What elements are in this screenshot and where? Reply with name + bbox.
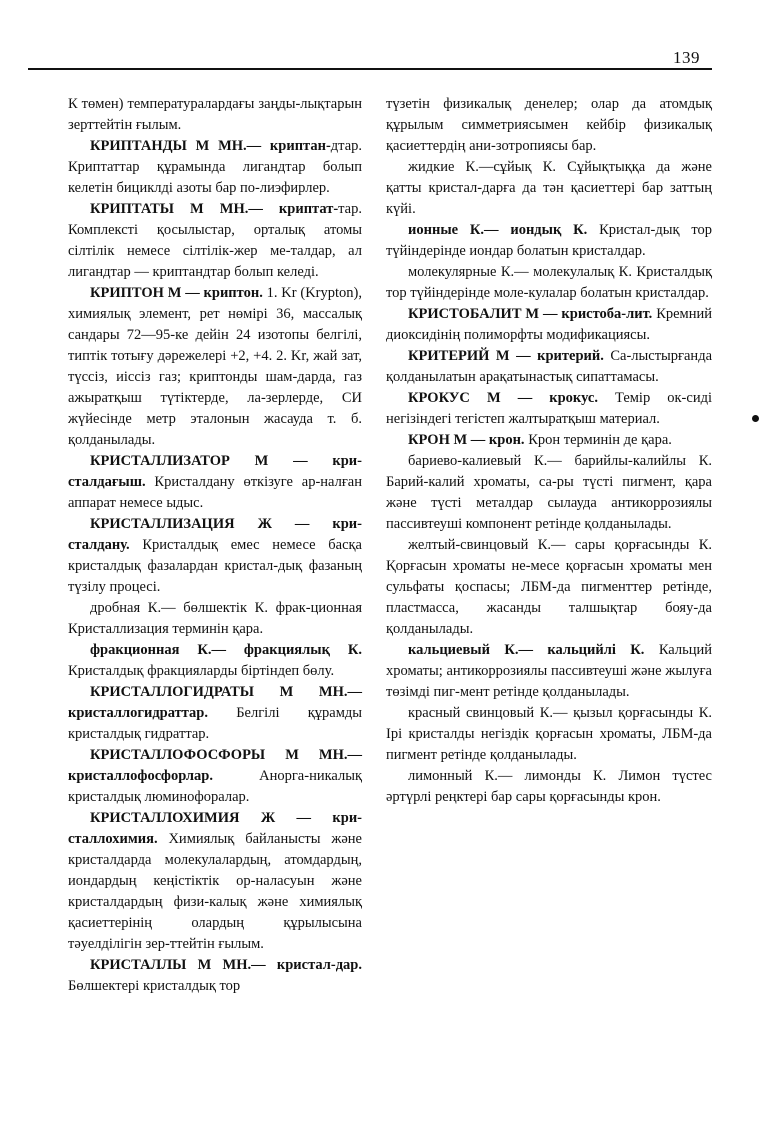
entry-text: красный свинцовый К.— қызыл қорғасынды К. Ірі кристалды негіздік қорғасын хроматы, ЛБМ-да пигмент ретінде қолданылады.: [386, 705, 712, 763]
margin-dot-mark: [752, 415, 759, 422]
entry-text: жидкие К.—сұйық К. Сұйықтыққа да және қатты кристал-дарға да тән қасиеттері бар заттың күйі.: [386, 159, 712, 217]
entry-text: молекулярные К.— молекулалық К. Кристалдық тор түйіндерінде моле-кулалар болатын кристалдар.: [386, 264, 712, 301]
entry-headword: КРОН М — крон.: [408, 432, 525, 448]
dictionary-entry: [386, 157, 712, 220]
entry-text: Темір ок-сиді негізіндегі тегістеп жалтыратқыш материал.: [386, 390, 712, 427]
dictionary-entry: [68, 682, 362, 745]
dictionary-entry: [68, 136, 362, 199]
dictionary-entry: [68, 514, 362, 598]
entry-text: Бөлшектері кристалдық тор: [68, 978, 241, 994]
entry-headword: фракционная К.— фракциялық К.: [90, 642, 362, 658]
entry-headword: КРИПТАТЫ М МН.— криптат-: [90, 201, 339, 217]
entry-text: дтар. Криптаттар құрамында лигандтар болып келетін бициклді азоты бар по-лиэфирлер.: [68, 138, 362, 196]
entry-text: тар. Комплексті қосылыстар, орталық атомы сілтілік немесе сілтілік-жер ме-талдар, ал лигандтар — криптандтар болып келеді.: [68, 201, 362, 280]
entry-text: Анорга-никалық кристалдық люминофоралар.: [68, 768, 362, 805]
entry-text: желтый-свинцовый К.— сары қорғасынды К. Қорғасын хроматы не-месе қорғасын хроматы мен сульфаты қоспасы; ЛБМ-да пигменттер ретінде, пластмасса, жасанды талшықтар бояу-да қолданылады.: [386, 537, 712, 637]
entry-headword: КРИПТОН М — криптон.: [90, 285, 263, 301]
dictionary-entry: [68, 199, 362, 283]
entry-text: дробная К.— бөлшектік К. фрак-ционная Кристаллизация терминін қара.: [68, 600, 362, 637]
dictionary-entry: [386, 388, 712, 430]
entry-headword: кальциевый К.— кальцийлі К.: [408, 642, 645, 658]
entry-text: Кристал-дық тор түйіндерінде иондар болатын кристалдар.: [386, 222, 712, 259]
header-rule: [28, 68, 712, 70]
entry-text: түзетін физикалық денелер; олар да атомдық құрылым симметриясымен кейбір физикалық қасиеттердің ани-зотропиясы бар.: [386, 96, 712, 154]
entry-headword: КРИСТАЛЛЫ М МН.— кристал-дар.: [90, 957, 362, 973]
dictionary-entry: [386, 430, 712, 451]
entry-text: Кристалдық фракцияларды біртіндеп бөлу.: [68, 663, 335, 679]
dictionary-entry: [386, 535, 712, 640]
dictionary-entry: [68, 283, 362, 451]
dictionary-entry: [68, 808, 362, 955]
entry-text: Кристалдану өткізуге ар-налған аппарат немесе ыдыс.: [68, 474, 362, 511]
dictionary-entry: [68, 640, 362, 682]
dictionary-entry: [386, 703, 712, 766]
entry-headword: КРИСТАЛЛОГИДРАТЫ М МН.— кристаллогидраттар.: [68, 684, 362, 721]
entry-text: бариево-калиевый К.— барийлы-калийлы К. Барий-калий хроматы, са-ры түсті пигмент, қара және түсті металдар сылауда антикоррозиялы пассивтеуші компонент ретінде қолданылады.: [386, 453, 712, 532]
entry-text: К төмен) температуралардағы заңды-лықтарын зерттейтін ғылым.: [68, 96, 362, 133]
entry-headword: КРИСТОБАЛИТ М — кристоба-лит.: [408, 306, 653, 322]
entry-text: 1. Kr (Krypton), химиялық элемент, рет нөмірі 36, массалық сандары 72—95-ке дейін 24 изотопы белгілі, типтік тотығу дәрежелері +2, +4. 2. Kr, жай зат, түссіз, иіссіз газ; криптонды шам-дарда, газ ажыратқыш түтіктерде, ла-зерлерде, СИ жүйесінде метр эталонын жасауда т. б. қолданылады.: [68, 285, 362, 448]
right-column: [386, 94, 712, 808]
page-number: 139: [673, 48, 700, 67]
dictionary-entry: [386, 94, 712, 157]
entry-headword: КРИПТАНДЫ М МН.— криптан-: [90, 138, 331, 154]
entry-text: Са-лыстырғанда қолданылатын арақатынастық сипаттамасы.: [386, 348, 713, 385]
left-column: [68, 94, 362, 997]
entry-text: Крон терминін де қара.: [524, 432, 672, 448]
entry-headword: КРИТЕРИЙ М — критерий.: [408, 348, 604, 364]
entry-headword: ионные К.— иондық К.: [408, 222, 588, 238]
entry-text: Кальций хроматы; антикоррозиялы пассивтеуші және жылуға төзімді пиг-мент ретінде қолданылады.: [386, 642, 712, 700]
entry-headword: КРИСТАЛЛОХИМИЯ Ж — кри-сталлохимия.: [68, 810, 362, 847]
entry-text: Химиялық байланысты және кристалдарда молекулалардың, атомдардың, иондардың кеңістіктік ор-наласуын және кристалдардың физи-калық және химиялық қасиеттерінің олардың құрылысына тәуелділігін зер-ттейтін ғылым.: [68, 831, 362, 952]
dictionary-entry: [386, 304, 712, 346]
dictionary-entry: [386, 262, 712, 304]
entry-headword: КРИСТАЛЛИЗАЦИЯ Ж — кри-сталдану.: [68, 516, 362, 553]
entry-headword: КРОКУС М — крокус.: [408, 390, 598, 406]
entry-text: Кристалдық емес немесе басқа кристалдық фазалардан кристал-дық фазаның түзілу процесі.: [68, 537, 362, 595]
dictionary-entry: [68, 598, 362, 640]
dictionary-entry: [386, 640, 712, 703]
dictionary-entry: [386, 451, 712, 535]
dictionary-entry: [68, 451, 362, 514]
dictionary-entry: [68, 955, 362, 997]
entry-text: Кремний диоксидінің полиморфты модификациясы.: [386, 306, 712, 343]
entry-text: Белгілі құрамды кристалдық гидраттар.: [68, 705, 362, 742]
dictionary-entry: [386, 346, 712, 388]
entry-headword: КРИСТАЛЛИЗАТОР М — кри-сталдағыш.: [68, 453, 362, 490]
dictionary-entry: [386, 220, 712, 262]
dictionary-entry: [68, 94, 362, 136]
entry-headword: КРИСТАЛЛОФОСФОРЫ М МН.— кристаллофосфорлар.: [68, 747, 362, 784]
dictionary-entry: [68, 745, 362, 808]
entry-text: лимонный К.— лимонды К. Лимон түстес әртүрлі реңктері бар сары қорғасынды крон.: [386, 768, 712, 805]
dictionary-entry: [386, 766, 712, 808]
